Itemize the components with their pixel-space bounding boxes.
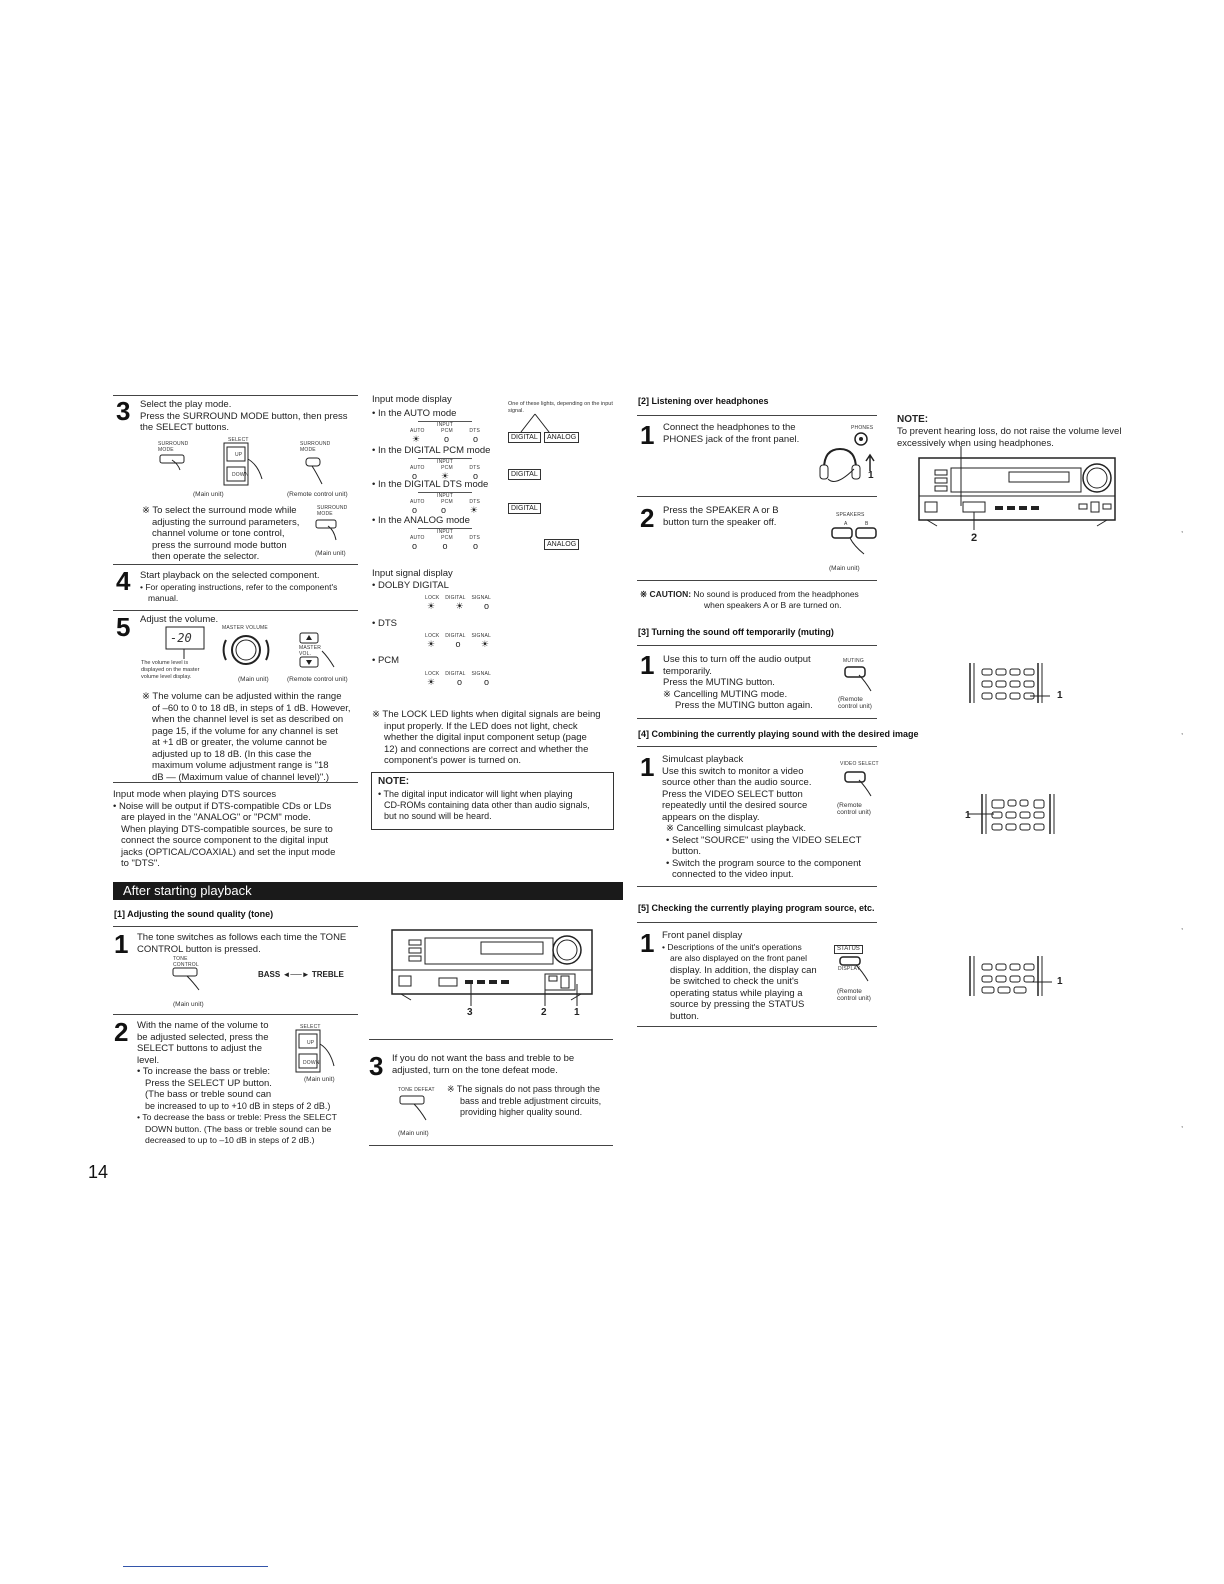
note-line: ※ The volume can be adjusted within the range — [142, 691, 342, 702]
remote-unit-caption: (Remote control unit) — [287, 491, 348, 498]
step-line: Press the SELECT UP button. — [145, 1077, 272, 1089]
signal-label: • DOLBY DIGITAL — [372, 580, 449, 591]
callout-number: 1 — [1057, 690, 1063, 701]
led-lit-icon: ☀ — [412, 434, 421, 444]
led-off-icon: o — [440, 505, 446, 515]
step-line: level. — [137, 1054, 160, 1066]
led-label: PCM — [441, 428, 453, 434]
down-label: DOWN — [232, 472, 249, 478]
section-title: [3] Turning the sound off temporarily (muting) — [638, 627, 834, 637]
led-input-label: INPUT — [418, 421, 472, 428]
mode-label: • In the DIGITAL PCM mode — [372, 445, 491, 456]
lock-note-line: 12) and connections are correct and whether the — [384, 743, 589, 755]
caution — [640, 589, 859, 611]
divider — [113, 926, 358, 927]
sig-label: SIGNAL — [471, 671, 491, 677]
lock-note-line: whether the digital input component setup (page — [384, 732, 587, 743]
remote-control-fragment-icon — [980, 794, 1060, 836]
edge-mark: , — [1181, 1120, 1184, 1129]
led-off-icon: o — [412, 505, 418, 515]
led-lit-icon: ☀ — [427, 639, 436, 649]
note-line: dB — (Maximum value of channel level)".) — [152, 771, 330, 783]
remote-control-fragment-icon — [968, 956, 1048, 998]
step-line: source by pressing the STATUS — [670, 999, 805, 1010]
section-title: [2] Listening over headphones — [638, 396, 769, 406]
led-off-icon: o — [444, 434, 450, 444]
analog-indicator: ANALOG — [544, 539, 579, 550]
step-line: If you do not want the bass and treble to be — [392, 1053, 575, 1064]
section-title: [4] Combining the currently playing sound with the desired image — [638, 729, 919, 739]
callout-lines — [515, 414, 555, 434]
led-label: DTS — [469, 428, 480, 434]
step-number: 1 — [640, 650, 655, 680]
step4-line: manual. — [148, 593, 179, 603]
note-line: ※ To select the surround mode while — [142, 505, 297, 516]
tone-defeat-note — [447, 1084, 617, 1119]
step-line: • Switch the program source to the component — [666, 857, 862, 869]
led-label: DTS — [469, 465, 480, 471]
step-line: adjusted, turn on the tone defeat mode. — [392, 1064, 558, 1076]
step-number: 2 — [114, 1017, 129, 1047]
led-label: AUTO — [410, 535, 425, 541]
section-title: [5] Checking the currently playing program source, etc. — [638, 903, 875, 913]
led-off-icon: o — [442, 541, 448, 551]
step3-line: the SELECT buttons. — [140, 422, 230, 433]
step-line: connected to the video input. — [672, 869, 794, 880]
signal-label: • DTS — [372, 618, 397, 629]
step-number: 5 — [116, 612, 131, 642]
note-line: maximum volume adjustment range is "18 — [152, 760, 329, 771]
dts-note-line: jacks (OPTICAL/COAXIAL) and set the input mode — [121, 846, 336, 858]
remote-button-icon — [300, 458, 330, 486]
step-line: operating status while playing a — [670, 987, 803, 999]
dts-note — [113, 789, 358, 870]
muting-text — [663, 654, 833, 712]
lock-note-line: component's power is turned on. — [384, 755, 522, 766]
step-number: 2 — [640, 503, 655, 533]
led-group — [410, 528, 480, 552]
headphones-step2-text — [663, 505, 803, 528]
remote-unit-caption: (Remote control unit) — [837, 802, 871, 816]
select-buttons-icon — [296, 1030, 356, 1076]
step-line: CONTROL button is pressed. — [137, 943, 261, 955]
step-line: be increased to up to +10 dB in steps of 2 dB.) — [145, 1100, 331, 1111]
mode-label: • In the AUTO mode — [372, 408, 457, 419]
note-line: bass and treble adjustment circuits, — [460, 1095, 602, 1106]
note-line: adjusted up to 18 dB. (In this case the — [152, 748, 312, 760]
step-line: are also displayed on the front panel — [670, 953, 808, 963]
analog-indicator: ANALOG — [544, 432, 579, 443]
caption-line: displayed on the master — [141, 667, 200, 673]
step-line: The tone switches as follows each time the TONE — [137, 932, 347, 943]
tone-defeat-label: TONE DEFEAT — [398, 1087, 435, 1093]
note-line: providing higher quality sound. — [460, 1107, 583, 1117]
speaker-buttons-icon — [832, 526, 882, 558]
led-off-icon: o — [472, 541, 478, 551]
note-line: channel volume or tone control, — [152, 528, 285, 539]
divider — [637, 1026, 877, 1027]
step-line: SELECT buttons to adjust the — [137, 1043, 262, 1054]
step-line: decreased to up to –10 dB in steps of 2 dB.) — [145, 1135, 315, 1145]
mode-label: • In the ANALOG mode — [372, 515, 470, 526]
step-number: 1 — [640, 752, 655, 782]
signal-led-group — [425, 595, 491, 612]
divider — [637, 580, 877, 581]
sig-label: SIGNAL — [471, 595, 491, 601]
note-line: To prevent hearing loss, do not raise the volume level — [897, 426, 1122, 437]
step-line: • To increase the bass or treble: — [137, 1066, 271, 1077]
step3-text — [140, 399, 360, 434]
dts-note-line: Input mode when playing DTS sources — [113, 789, 277, 800]
note-line: when the channel level is set as described on — [152, 714, 344, 725]
step-number: 1 — [640, 420, 655, 450]
main-unit-caption: (Main unit) — [193, 491, 224, 498]
step-line: Front panel display — [662, 930, 743, 941]
step3-line: Select the play mode. — [140, 399, 232, 410]
led-off-icon: o — [412, 541, 418, 551]
step4-text — [140, 570, 360, 605]
headphones-icon — [818, 433, 878, 493]
signal-led-group — [425, 671, 491, 688]
step5-text: Adjust the volume. — [140, 614, 219, 625]
sig-label: LOCK — [425, 595, 440, 601]
callout-number: 2 — [541, 1007, 547, 1018]
step-line: Use this to turn off the audio output — [663, 654, 811, 665]
divider — [369, 1145, 613, 1146]
led-input-label: INPUT — [418, 528, 472, 535]
note-title: NOTE: — [897, 414, 929, 425]
callout-number: 2 — [971, 532, 978, 544]
callout-number: 1 — [965, 810, 971, 821]
note-line: then operate the selector. — [152, 551, 260, 562]
note-line: but no sound will be heard. — [384, 811, 492, 821]
bottom-rule — [123, 1566, 268, 1567]
surround-mode-label: SURROUND MODE — [158, 441, 189, 453]
signal-label: • PCM — [372, 655, 400, 666]
led-lit-icon: ☀ — [427, 601, 436, 611]
select-label: SELECT — [228, 437, 249, 443]
divider — [369, 1039, 613, 1040]
led-off-icon: o — [472, 434, 478, 444]
led-label: AUTO — [410, 499, 425, 505]
step-line: button. — [672, 846, 702, 857]
page-number: 14 — [88, 1162, 109, 1182]
tone-step3-text — [392, 1053, 617, 1076]
muting-button-icon — [843, 665, 883, 695]
lock-note-line: ※ The LOCK LED lights when digital signals are being — [372, 709, 601, 720]
double-arrow-icon: ◄──► — [282, 970, 312, 979]
led-group — [410, 492, 480, 516]
main-unit-caption: (Main unit) — [315, 550, 346, 557]
step4-line: Start playback on the selected component. — [140, 570, 320, 581]
receiver-front-panel-icon — [391, 928, 594, 1008]
input-mode-title: Input mode display — [372, 394, 452, 405]
led-off-icon: o — [412, 471, 418, 481]
main-unit-caption: (Main unit) — [238, 676, 269, 683]
step-line: • Select "SOURCE" using the VIDEO SELECT — [666, 834, 862, 846]
led-group — [410, 421, 480, 445]
status-button-label: STATUS — [834, 945, 863, 954]
up-label: UP — [307, 1040, 315, 1046]
bass-label: BASS — [258, 970, 281, 979]
surround-mode-button-icon — [158, 452, 188, 470]
main-unit-caption: (Main unit) — [398, 1130, 429, 1137]
step-line: With the name of the volume to — [137, 1020, 269, 1031]
step3-line: Press the SURROUND MODE button, then press — [140, 410, 348, 422]
edge-mark: , — [1181, 525, 1184, 534]
step-line: button turn the speaker off. — [663, 516, 777, 528]
status-button-icon — [838, 955, 880, 985]
led-off-icon: o — [483, 601, 489, 611]
step-line: DOWN button. (The bass or treble sound can be — [145, 1123, 332, 1134]
step-number: 4 — [116, 566, 131, 596]
speaker-b-label: B — [865, 521, 869, 527]
note-box — [371, 772, 614, 830]
led-off-icon: o — [457, 677, 463, 687]
led-label: DTS — [469, 499, 480, 505]
sig-label: DIGITAL — [445, 595, 466, 601]
led-lit-icon: ☀ — [469, 505, 478, 515]
tone-control-label: TONE CONTROL — [173, 956, 199, 968]
section-title: [1] Adjusting the sound quality (tone) — [114, 909, 274, 919]
divider — [113, 395, 358, 396]
caution-line: when speakers A or B are turned on. — [704, 600, 842, 610]
step-line: Press the VIDEO SELECT button — [662, 788, 803, 800]
step-line: Use this switch to monitor a video — [662, 765, 804, 777]
divider — [637, 886, 877, 887]
video-select-button-icon — [843, 770, 883, 800]
tone-step1-text — [137, 932, 362, 955]
tone-sequence — [258, 970, 344, 980]
divider — [637, 496, 877, 497]
signal-title: Input signal display — [372, 568, 453, 579]
surround-mode-remote-label: SURROUND MODE — [300, 441, 331, 453]
treble-label: TREBLE — [311, 970, 344, 979]
callout-number: 1 — [1057, 976, 1063, 987]
led-label: PCM — [441, 535, 453, 541]
callout-number: 1 — [868, 470, 874, 481]
led-off-icon: o — [472, 471, 478, 481]
step-line: source other than the audio source. — [662, 777, 812, 788]
receiver-front-panel-icon — [917, 446, 1119, 541]
divider — [637, 746, 877, 747]
dts-note-line: connect the source component to the digital input — [121, 835, 329, 846]
dts-note-line: When playing DTS-compatible sources, be sure to — [121, 823, 333, 835]
callout-number: 1 — [574, 1007, 580, 1018]
step-line: be switched to check the unit's — [670, 976, 799, 987]
callout-number: 3 — [467, 1007, 473, 1018]
step-line: be adjusted selected, press the — [137, 1031, 269, 1043]
divider — [113, 1014, 358, 1015]
sig-label: DIGITAL — [445, 633, 466, 639]
step-number: 1 — [114, 929, 129, 959]
note-title: NOTE: — [378, 776, 410, 787]
input-mode-note: One of these lights, depending on the input signal. — [508, 401, 613, 414]
step-number: 1 — [640, 928, 655, 958]
led-off-icon: o — [455, 639, 461, 649]
digital-indicator: DIGITAL — [508, 469, 541, 480]
master-volume-label: MASTER VOLUME — [222, 625, 268, 631]
status-text — [662, 930, 827, 1022]
dts-note-line: to "DTS". — [121, 858, 160, 869]
divider — [113, 782, 358, 783]
led-group — [410, 458, 480, 482]
step-line: Press the SPEAKER A or B — [663, 505, 779, 516]
divider — [637, 645, 877, 646]
step4-line: • For operating instructions, refer to the component's — [140, 581, 338, 592]
select-buttons-icon — [222, 443, 272, 489]
divider — [637, 415, 877, 416]
note-line: page 15, if the volume for any channel is set — [152, 725, 338, 737]
edge-mark: , — [1181, 727, 1184, 736]
led-label: PCM — [441, 499, 453, 505]
caution-line: No sound is produced from the headphones — [693, 589, 859, 599]
step-number: 3 — [369, 1051, 384, 1081]
tone-control-button-icon — [171, 966, 211, 992]
video-select-label: VIDEO SELECT — [840, 761, 879, 767]
tone-defeat-button-icon — [398, 1094, 438, 1124]
divider — [637, 718, 877, 719]
main-unit-caption: (Main unit) — [304, 1076, 335, 1083]
note-line: CD-ROMs containing data other than audio signals, — [384, 800, 590, 810]
step3-note — [142, 505, 312, 563]
led-lit-icon: ☀ — [440, 471, 450, 481]
led-label: AUTO — [410, 428, 425, 434]
step5-note — [142, 691, 357, 783]
select-label: SELECT — [300, 1024, 321, 1030]
led-lit-icon: ☀ — [455, 601, 464, 611]
led-label: DTS — [469, 535, 480, 541]
step-number: 3 — [116, 396, 131, 426]
note-line: excessively when using headphones. — [897, 437, 1054, 449]
phones-label: PHONES — [851, 425, 874, 431]
display-label: DISPLAY — [838, 966, 861, 972]
step-line: display. In addition, the display can — [670, 964, 817, 976]
signal-led-group — [425, 633, 491, 650]
led-off-icon: o — [483, 677, 489, 687]
dts-note-line: are played in the "ANALOG" or "PCM" mode. — [121, 812, 311, 823]
caption-line: volume level display. — [141, 674, 192, 680]
speaker-a-label: A — [844, 521, 848, 527]
display-caption — [141, 660, 231, 681]
dts-note-line: • Noise will be output if DTS-compatible CDs or LDs — [113, 800, 332, 812]
sig-label: LOCK — [425, 633, 440, 639]
note-line: ※ The signals do not pass through the — [447, 1084, 600, 1094]
step-line: ※ Cancelling MUTING mode. — [663, 688, 788, 700]
sig-label: DIGITAL — [445, 671, 466, 677]
note-line: adjusting the surround parameters, — [152, 516, 300, 528]
divider — [113, 564, 358, 565]
step-line: appears on the display. — [662, 811, 760, 823]
divider — [637, 922, 877, 923]
caution-title: ※ CAUTION: — [640, 589, 692, 599]
step-line: (The bass or treble sound can — [145, 1089, 272, 1100]
remote-unit-caption: (Remote control unit) — [837, 988, 871, 1002]
main-unit-caption: (Main unit) — [829, 565, 860, 572]
lock-note — [372, 709, 615, 767]
speakers-label: SPEAKERS — [836, 512, 865, 518]
step-line: temporarily. — [663, 665, 712, 677]
led-input-label: INPUT — [418, 492, 472, 499]
sig-label: LOCK — [425, 671, 440, 677]
section-banner: After starting playback — [113, 882, 623, 900]
remote-unit-caption: (Remote control unit) — [287, 676, 348, 683]
step-line: ※ Cancelling simulcast playback. — [666, 823, 806, 834]
headphones-step1-text — [663, 422, 823, 445]
master-vol-label: MASTER VOL. — [299, 645, 322, 657]
led-label: AUTO — [410, 465, 425, 471]
step-line: repeatedly until the desired source — [662, 800, 808, 811]
muting-label: MUTING — [843, 658, 864, 664]
edge-mark: , — [1181, 922, 1184, 931]
volume-display-value: -20 — [170, 631, 192, 645]
down-label: DOWN — [303, 1060, 320, 1066]
surround-mode-label: SURROUND MODE — [317, 505, 348, 517]
step-line: • Descriptions of the unit's operations — [662, 941, 802, 952]
mode-label: • In the DIGITAL DTS mode — [372, 479, 489, 490]
main-unit-caption: (Main unit) — [173, 1001, 204, 1008]
digital-indicator: DIGITAL — [508, 432, 541, 443]
step-line: Press the MUTING button. — [663, 677, 775, 688]
note-line: press the surround mode button — [152, 539, 287, 551]
led-label: PCM — [441, 465, 453, 471]
led-input-label: INPUT — [418, 458, 472, 465]
step-line: • To decrease the bass or treble: Press the SELECT — [137, 1112, 337, 1122]
note-line: • The digital input indicator will light when playing — [378, 789, 573, 799]
note-line: of –60 to 0 to 18 dB, in steps of 1 dB. However, — [152, 702, 351, 714]
surround-mode-button-icon — [316, 518, 346, 544]
step-line: Connect the headphones to the — [663, 422, 796, 433]
sig-label: SIGNAL — [471, 633, 491, 639]
caption-line: The volume level is — [141, 660, 189, 666]
divider — [113, 610, 358, 611]
note-line: at +1 dB or greater, the volume cannot be — [152, 737, 328, 748]
lock-note-line: input properly. If the LED does not light, check — [384, 720, 578, 732]
remote-unit-caption: (Remote control unit) — [838, 696, 872, 710]
remote-control-fragment-icon — [968, 663, 1048, 705]
digital-indicator: DIGITAL — [508, 503, 541, 514]
step-line: Press the MUTING button again. — [675, 700, 813, 711]
up-label: UP — [235, 452, 243, 458]
step-line: PHONES jack of the front panel. — [663, 433, 800, 445]
led-lit-icon: ☀ — [427, 677, 436, 687]
step-line: button. — [670, 1010, 700, 1022]
step-line: Simulcast playback — [662, 754, 744, 765]
led-lit-icon: ☀ — [480, 639, 489, 649]
